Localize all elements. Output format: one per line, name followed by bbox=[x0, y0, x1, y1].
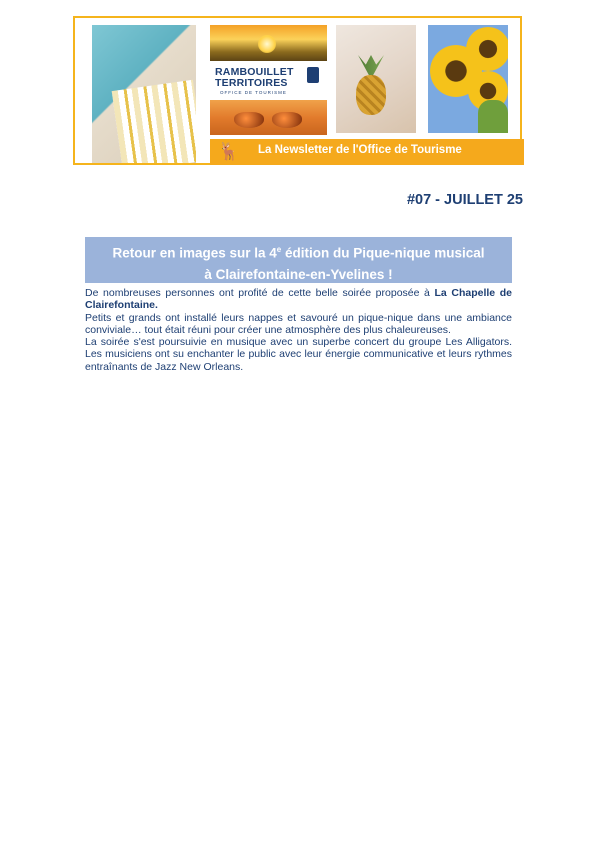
picnic-basket-photo bbox=[336, 25, 416, 133]
deer-icon: 🦌 bbox=[218, 142, 240, 161]
paragraph-1-text: De nombreuses personnes ont profité de cette belle soirée proposée à bbox=[85, 287, 435, 299]
article-title-part-2: édition du Pique-nique musical bbox=[281, 245, 485, 261]
sunflowers-photo bbox=[428, 25, 508, 133]
left-lens bbox=[234, 112, 264, 128]
sunflower-icon bbox=[466, 27, 508, 71]
deer-logo-icon bbox=[307, 67, 319, 83]
venue-name: La Chapelle de Clairefontaine. bbox=[85, 287, 512, 312]
article-heading-line-2: à Clairefontaine-en-Yvelines ! bbox=[204, 266, 393, 282]
striped-towel bbox=[112, 80, 196, 163]
sun-icon bbox=[258, 35, 276, 53]
article-paragraph-3: La soirée s'est poursuivie en musique avec un superbe concert du groupe Les Alligators. Les musiciens ont su enchanter le public avec leur énergie communicative et leurs rythmes entraînants de Jazz New Orleans. bbox=[85, 336, 512, 373]
newsletter-title-bar bbox=[210, 139, 524, 165]
article-heading bbox=[85, 237, 512, 283]
sunglasses-photo bbox=[210, 100, 327, 135]
newsletter-banner bbox=[73, 16, 522, 165]
newsletter-title: La Newsletter de l'Office de Tourisme bbox=[258, 144, 462, 156]
rambouillet-territoires-logo bbox=[215, 66, 325, 98]
pineapple bbox=[356, 75, 386, 115]
right-lens bbox=[272, 112, 302, 128]
sunset-field-photo bbox=[210, 25, 327, 61]
article-body bbox=[85, 287, 512, 373]
pool-towel-photo bbox=[92, 25, 196, 163]
article-paragraph-2: Petits et grands ont installé leurs nappes et savouré un pique-nique dans une ambiance conviviale… tout était réuni pour créer une atmosphère des plus chaleureuses. bbox=[85, 311, 512, 336]
logo-line-2: TERRITOIRES bbox=[215, 77, 288, 89]
article-heading-line-1 bbox=[85, 239, 512, 264]
article-paragraph-1 bbox=[85, 287, 512, 312]
logo-line-1: RAMBOUILLET bbox=[215, 66, 294, 78]
logo-line-3: OFFICE DE TOURISME bbox=[220, 90, 287, 95]
sunflower-leaves bbox=[478, 100, 508, 133]
article-title-superscript: e bbox=[276, 245, 282, 254]
article-title-part-1: Retour en images sur la 4 bbox=[112, 245, 277, 261]
issue-label: #07 - JUILLET 25 bbox=[406, 192, 523, 208]
